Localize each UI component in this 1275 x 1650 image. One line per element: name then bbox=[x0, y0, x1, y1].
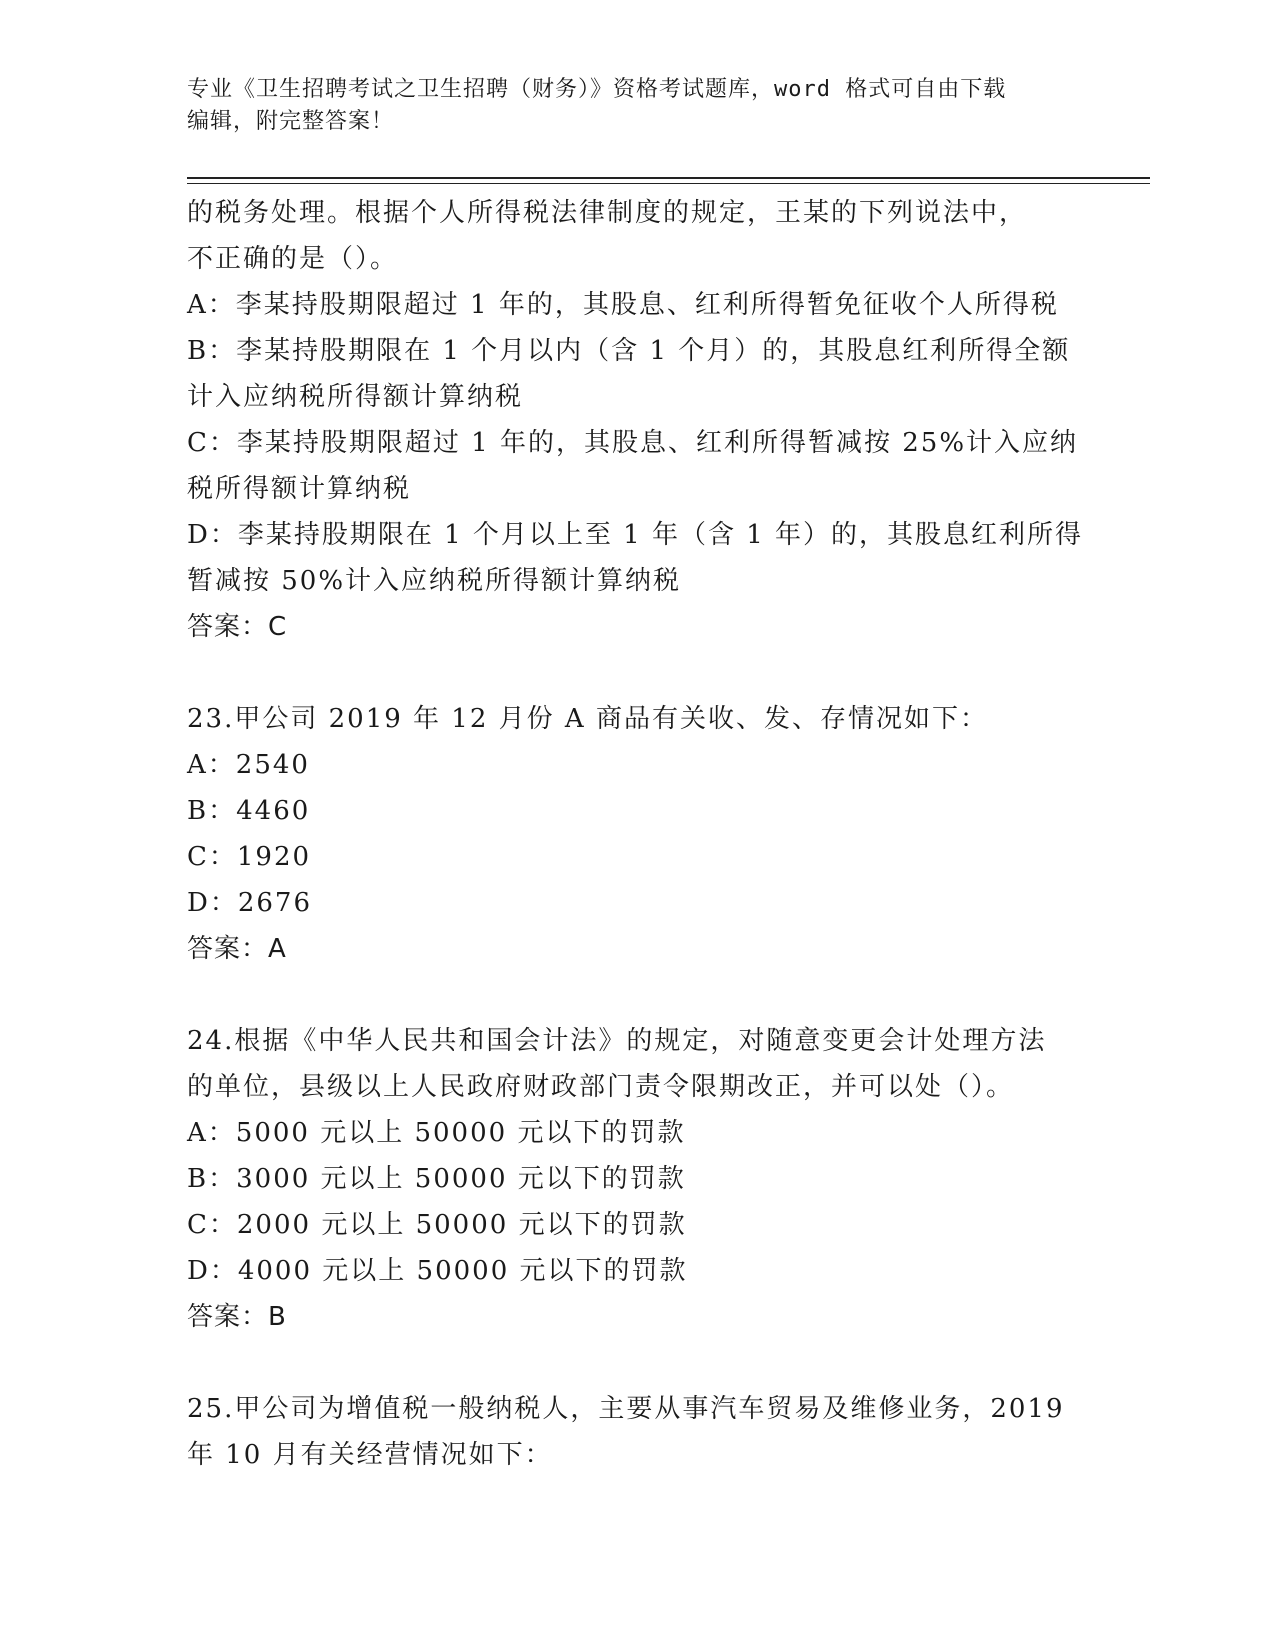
answer-line: 答案：A bbox=[187, 934, 287, 964]
header-line-2: 编辑，附完整答案！ bbox=[187, 109, 395, 134]
question-stem-line: 不正确的是（）。 bbox=[187, 244, 399, 274]
option-d: D：4000 元以上 50000 元以下的罚款 bbox=[187, 1256, 688, 1286]
question-23 bbox=[187, 696, 1087, 972]
option-c: C：李某持股期限超过 1 年的，其股息、红利所得暂减按 25%计入应纳 bbox=[187, 428, 1079, 458]
option-b-continued: 计入应纳税所得额计算纳税 bbox=[187, 382, 524, 412]
question-25 bbox=[187, 1386, 1087, 1478]
header-divider-thick bbox=[187, 177, 1150, 179]
document-body bbox=[187, 190, 1087, 1478]
option-d: D：李某持股期限在 1 个月以上至 1 年（含 1 年）的，其股息红利所得 bbox=[187, 520, 1084, 550]
option-a: A：5000 元以上 50000 元以下的罚款 bbox=[187, 1118, 686, 1148]
spacer bbox=[187, 972, 1087, 1018]
question-stem-line: 24.根据《中华人民共和国会计法》的规定，对随意变更会计处理方法 bbox=[187, 1026, 1047, 1056]
question-stem-line: 年 10 月有关经营情况如下： bbox=[187, 1440, 553, 1470]
option-c: C：2000 元以上 50000 元以下的罚款 bbox=[187, 1210, 687, 1240]
option-c: C：1920 bbox=[187, 842, 312, 872]
option-d-continued: 暂减按 50%计入应纳税所得额计算纳税 bbox=[187, 566, 682, 596]
question-stem-line: 25.甲公司为增值税一般纳税人，主要从事汽车贸易及维修业务，2019 bbox=[187, 1394, 1065, 1424]
answer-line: 答案：C bbox=[187, 612, 288, 642]
question-stem-line: 23.甲公司 2019 年 12 月份 A 商品有关收、发、存情况如下： bbox=[187, 704, 988, 734]
spacer bbox=[187, 650, 1087, 696]
question-22 bbox=[187, 190, 1087, 650]
option-b: B：李某持股期限在 1 个月以内（含 1 个月）的，其股息红利所得全额 bbox=[187, 336, 1071, 366]
answer-line: 答案：B bbox=[187, 1302, 287, 1332]
document-header bbox=[187, 74, 1087, 138]
option-a: A：李某持股期限超过 1 年的，其股息、红利所得暂免征收个人所得税 bbox=[187, 290, 1059, 320]
header-divider-thin bbox=[187, 183, 1150, 184]
option-d: D：2676 bbox=[187, 888, 313, 918]
spacer bbox=[187, 1340, 1087, 1386]
question-24 bbox=[187, 1018, 1087, 1340]
option-c-continued: 税所得额计算纳税 bbox=[187, 474, 412, 504]
option-a: A：2540 bbox=[187, 750, 310, 780]
option-b: B：4460 bbox=[187, 796, 311, 826]
header-line-1: 专业《卫生招聘考试之卫生招聘（财务）》资格考试题库，word 格式可自由下载 bbox=[187, 77, 1007, 102]
question-stem-line: 的税务处理。根据个人所得税法律制度的规定，王某的下列说法中， bbox=[187, 198, 1028, 228]
question-stem-line: 的单位，县级以上人民政府财政部门责令限期改正，并可以处（）。 bbox=[187, 1072, 1015, 1102]
option-b: B：3000 元以上 50000 元以下的罚款 bbox=[187, 1164, 686, 1194]
